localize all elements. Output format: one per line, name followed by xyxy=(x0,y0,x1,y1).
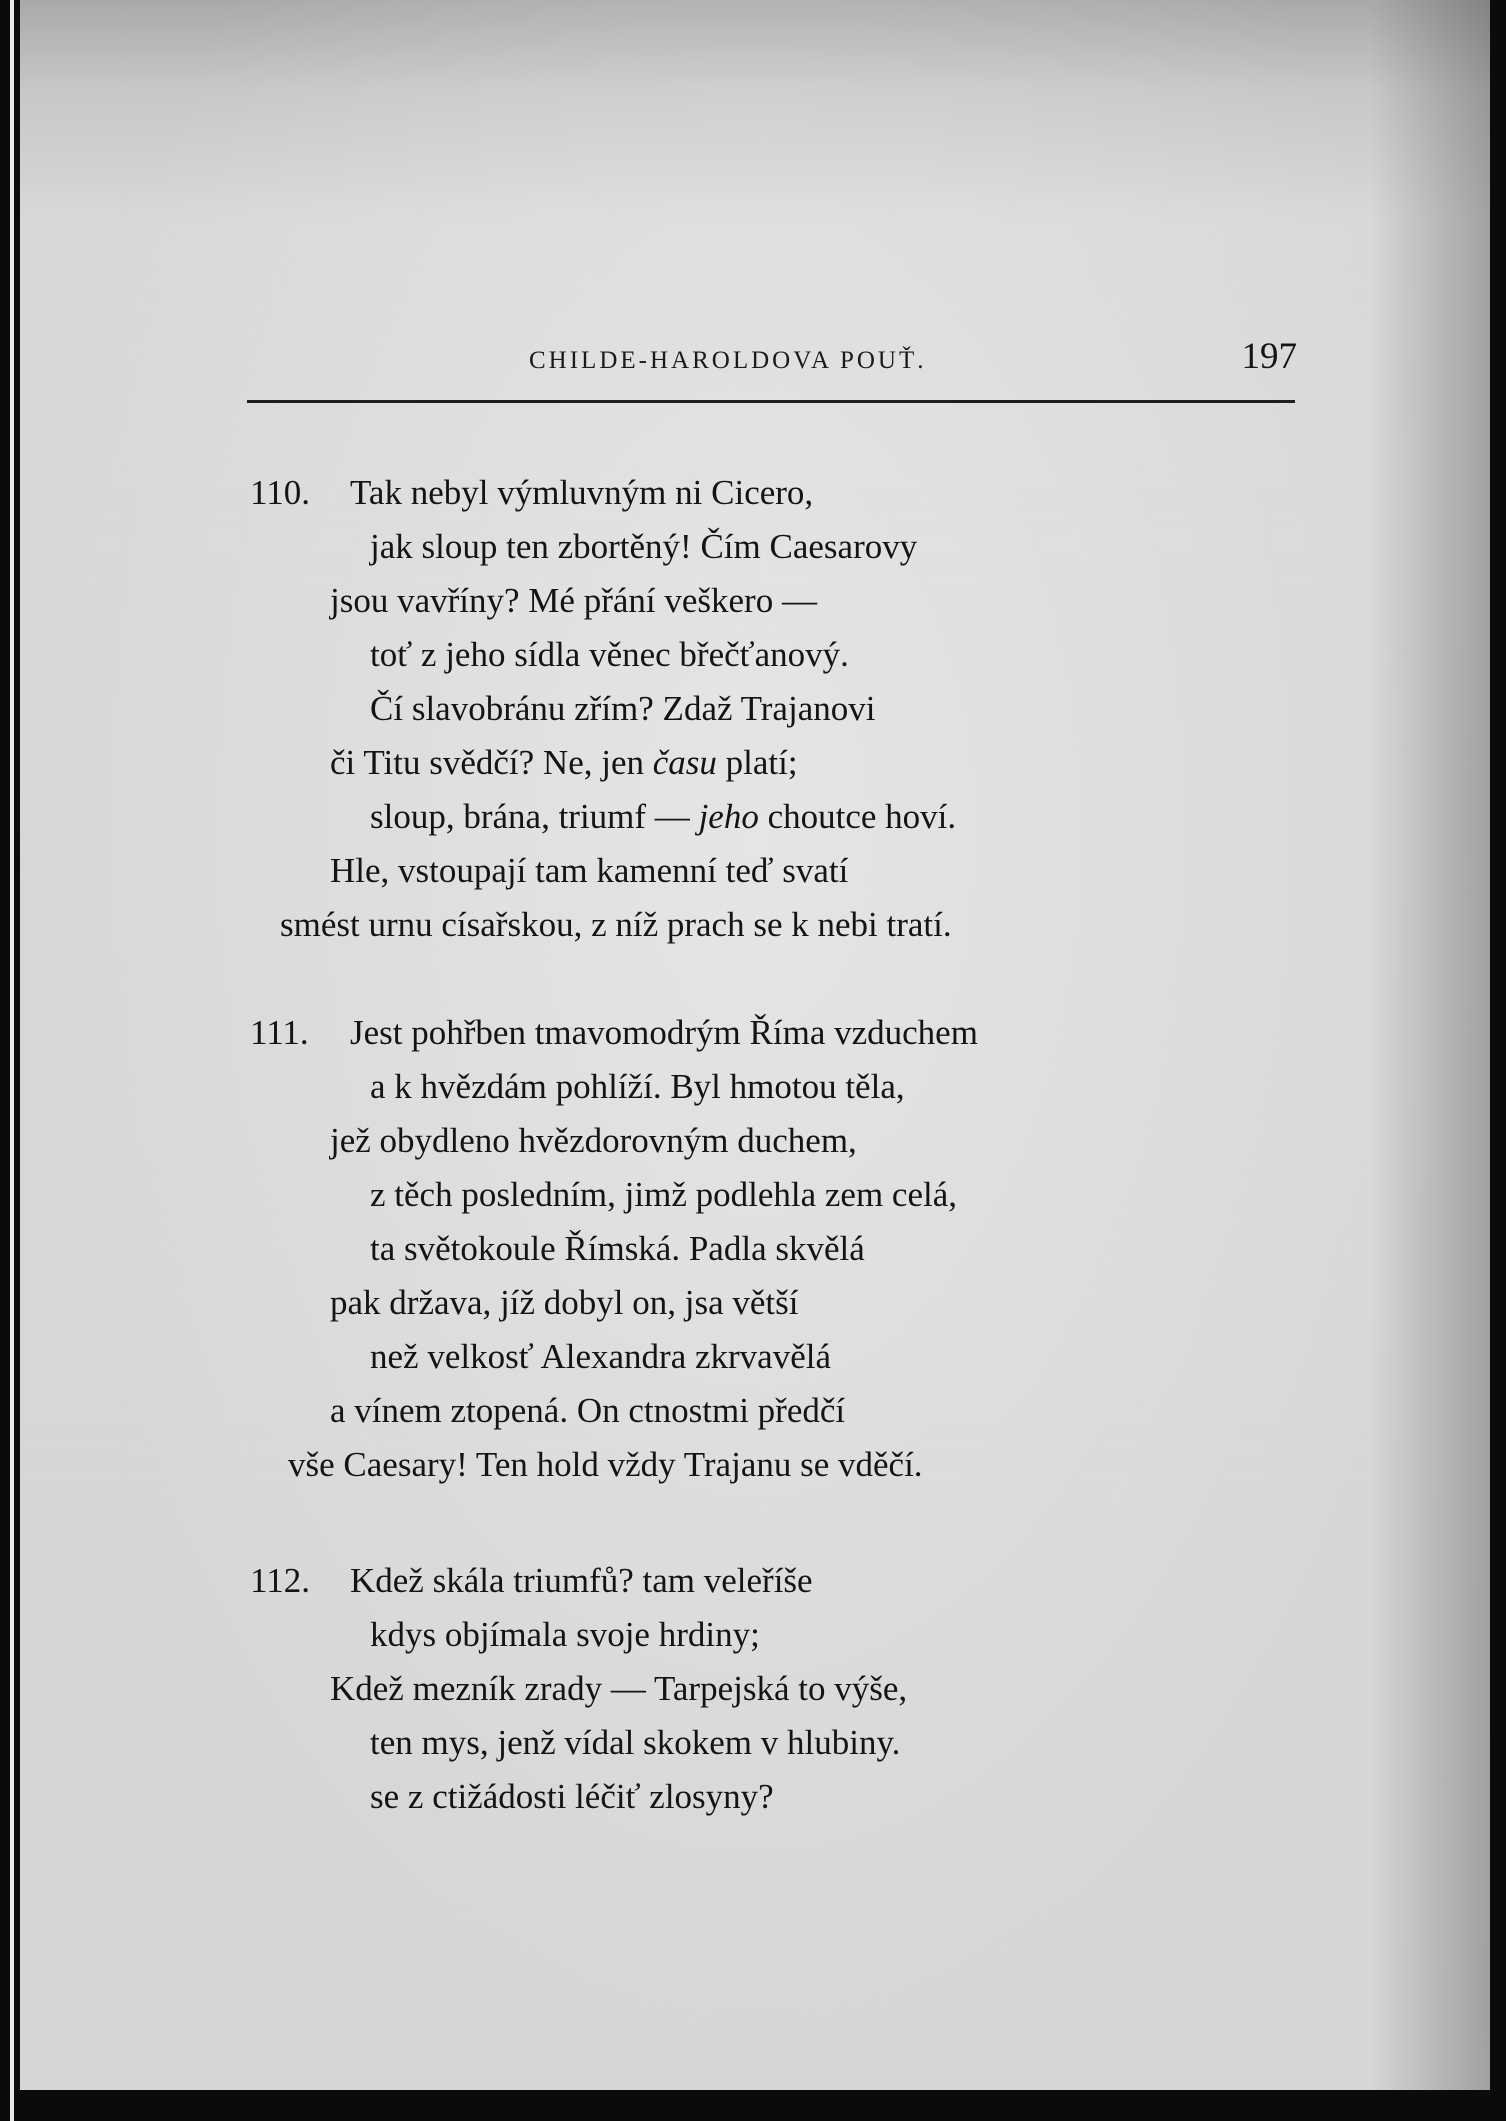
verse-line: Tak nebyl výmluvným ni Cicero, xyxy=(350,473,814,512)
page-number: 197 xyxy=(1241,336,1297,377)
verse-line: se z ctižádosti léčiť zlosyny? xyxy=(370,1777,774,1816)
verse-line: ta světokoule Římská. Padla skvělá xyxy=(370,1229,865,1268)
verse-line: pak država, jíž dobyl on, jsa větší xyxy=(330,1283,799,1322)
verse-line: Hle, vstoupají tam kamenní teď svatí xyxy=(330,851,849,890)
verse-line: ten mys, jenž vídal skokem v hlubiny. xyxy=(370,1723,901,1762)
verse-line: kdys objímala svoje hrdiny; xyxy=(370,1615,760,1654)
verse-segment: choutce hoví. xyxy=(767,797,957,836)
verse-line: Kdež mezník zrady — Tarpejská to výše, xyxy=(330,1669,908,1708)
verse-emphasis: jeho xyxy=(698,797,759,836)
verse-segment: platí; xyxy=(725,743,798,782)
verse-line: smést urnu císařskou, z níž prach se k nebi tratí. xyxy=(280,905,952,944)
verse-line xyxy=(370,799,956,834)
verse-line: než velkosť Alexandra zkrvavělá xyxy=(370,1337,831,1376)
verse-line: a k hvězdám pohlíží. Byl hmotou těla, xyxy=(370,1067,905,1106)
verse-line: a vínem ztopená. On ctnostmi předčí xyxy=(330,1391,846,1430)
verse-line xyxy=(330,745,798,780)
verse-line: jež obydleno hvězdorovným duchem, xyxy=(330,1121,857,1160)
stanza-number: 110. xyxy=(250,473,310,512)
header-rule xyxy=(247,400,1295,403)
stanza-number: 112. xyxy=(250,1561,310,1600)
verse-line: jak sloup ten zbortěný! Čím Caesarovy xyxy=(370,527,918,566)
page-header xyxy=(247,335,1297,385)
verse-line: Kdež skála triumfů? tam veleříše xyxy=(350,1561,813,1600)
page-spine-edge xyxy=(10,0,14,2121)
verse-segment: či Titu svědčí? Ne, jen xyxy=(330,743,644,782)
stanza-number: 111. xyxy=(250,1013,309,1052)
verse-line: vše Caesary! Ten hold vždy Trajanu se vděčí. xyxy=(288,1445,923,1484)
verse-line: z těch posledním, jimž podlehla zem celá, xyxy=(370,1175,958,1214)
verse-line: Jest pohřben tmavomodrým Říma vzduchem xyxy=(350,1013,978,1052)
verse-line: jsou vavříny? Mé přání veškero — xyxy=(330,581,817,620)
verse-emphasis: času xyxy=(652,743,717,782)
running-title: CHILDE-HAROLDOVA POUŤ. xyxy=(529,347,927,374)
verse-segment: sloup, brána, triumf — xyxy=(370,797,690,836)
verse-line: Čí slavobránu zřím? Zdaž Trajanovi xyxy=(370,689,876,728)
verse-line: toť z jeho sídla věnec břečťanový. xyxy=(370,635,849,674)
